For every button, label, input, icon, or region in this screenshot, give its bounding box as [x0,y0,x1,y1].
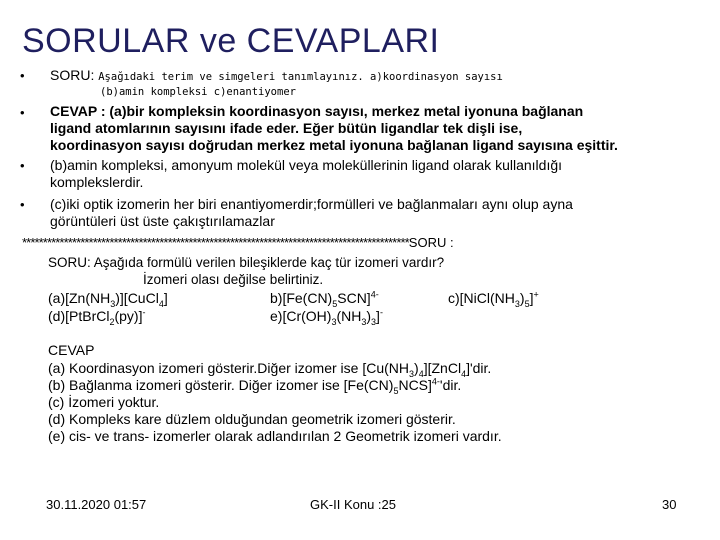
answer-1c-line2: görüntüleri üst üste çakıştırılamazlar [50,213,275,229]
answer-1b-line1: (b)amin kompleksi, amonyum molekül veya moleküllerinin ligand olarak kullanıldığı [50,157,563,173]
answer-2-line-b: (b) Bağlanma izomeri gösterir. Diğer izomer ise $[Fe(CN)_5NCS]^{4-}'dir$. [48,376,462,396]
question-2-line1: SORU: Aşağıda formülü verilen bileşiklerde kaç tür izomeri vardır? [48,255,445,270]
question-1-label: SORU: [50,67,95,83]
separator-tail: SORU : [408,235,454,250]
answer-2-heading: CEVAP [48,342,95,358]
question-1-text-line2: (b)amin kompleksi c)enantiyomer [100,86,296,98]
compound-b: $b)[Fe(CN)_5SCN]^{4-}$ [270,289,379,309]
answer-1a-line3: koordinasyon sayısı doğrudan merkez metal iyonuna bağlanan ligand sayısına eşittir. [50,137,618,153]
answer-1a-line2: ligand atomlarının sayısını ifade eder. Eğer bütün ligandlar tek dişli ise, [50,120,523,136]
footer-center: GK-II Konu :25 [310,497,396,512]
answer-2-line-e: (e) cis- ve trans- izomerler olarak adlandırılan 2 Geometrik izomeri vardır. [48,428,502,444]
answer-2-line-d: (d) Kompleks kare düzlem olduğundan geometrik izomeri gösterir. [48,411,456,427]
bullet-dot-icon: • [20,197,25,212]
bullet-dot-icon: • [20,105,25,120]
answer-1a-line1: CEVAP : (a)bir kompleksin koordinasyon sayısı, merkez metal iyonuna bağlanan [50,103,584,119]
compound-a: $(a)[Zn(NH_3)][CuCl_4]$ [48,290,168,309]
bullet-dot-icon: • [20,158,25,173]
compound-e: $e)[Cr(OH)_3(NH_3)_3]^-$ [270,307,383,327]
page-number: 30 [662,497,677,512]
answer-1b-line2: komplekslerdir. [50,174,144,190]
star-separator [22,234,454,251]
star-separator-stars: ********************************************************************************************* [22,235,409,250]
answer-1c-line1: (c)iki optik izomerin her biri enantiyomerdir;formülleri ve bağlanmaları aynı olup ayna [50,196,573,212]
answer-2-line-c: (c) İzomeri yoktur. [48,394,160,410]
question-1-text: Aşağıdaki terim ve simgeleri tanımlayınız. a)koordinasyon sayısı [98,71,503,83]
question-2-line2: İzomeri olası değilse belirtiniz. [143,272,324,287]
compound-d: (d)[PtBrCl$_2$(py)]- [48,307,146,327]
bullet-dot-icon: • [20,68,25,83]
answer-2-line-a: (a) Koordinasyon izomeri gösterir.Diğer izomer ise $[Cu(NH_3)_4][ZnCl_4]'dir$. [48,360,492,379]
page-title: SORULAR ve CEVAPLARI [22,22,440,60]
question-1 [50,67,503,86]
footer-date: 30.11.2020 01:57 [46,497,147,512]
compound-c: $c)[NiCl(NH_3)_5]^+$ [448,289,539,309]
